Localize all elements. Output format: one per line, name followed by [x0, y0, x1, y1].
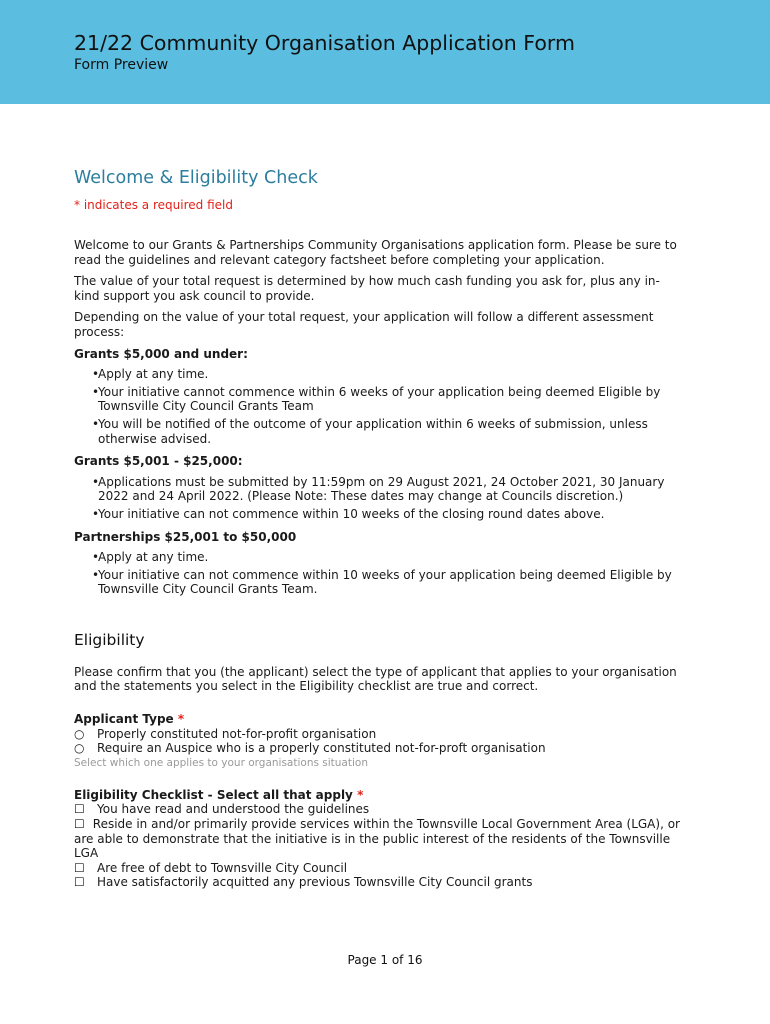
- section-heading-eligibility: Eligibility: [74, 630, 145, 649]
- checkbox-icon[interactable]: ☐: [74, 875, 85, 890]
- required-asterisk: *: [357, 787, 364, 802]
- checkbox-icon[interactable]: ☐: [74, 860, 85, 875]
- required-asterisk: *: [177, 712, 185, 727]
- option-label: You have read and understood the guidelines: [97, 802, 370, 817]
- list-item: • Apply at any time.: [74, 550, 680, 565]
- applicant-type-hint: Select which one applies to your organisations situation: [74, 756, 368, 769]
- form-header: [0, 0, 770, 104]
- grant-group-5001-25000: [74, 454, 680, 521]
- checklist-option-free-of-debt[interactable]: [74, 861, 680, 876]
- intro-paragraph: The value of your total request is determined by how much cash funding you ask for, plus any in-kind support you ask council to provide.: [74, 274, 660, 303]
- list-item: • Applications must be submitted by 11:59pm on 29 August 2021, 24 October 2021, 30 January 2022 and 24 April 2022. (Please Note: These dates may change at Councils discretion.): [74, 475, 680, 504]
- form-content: [74, 168, 680, 890]
- eligibility-checklist-label-text: Eligibility Checklist - Select all that apply: [74, 787, 353, 802]
- option-label: Are free of debt to Townsville City Council: [97, 860, 348, 875]
- option-label: Reside in and/or primarily provide services within the Townsville Local Government Area (LGA), or are able to demonstrate that the initiative is in the public interest of the residents of the Townsville LGA: [74, 817, 680, 861]
- form-subtitle: Form Preview: [74, 57, 169, 73]
- checklist-option-acquitted-grants[interactable]: [74, 875, 680, 890]
- intro-paragraph: Welcome to our Grants & Partnerships Community Organisations application form. Please be sure to read the guidelines and relevant category factsheet before completing your application.: [74, 238, 677, 267]
- checkbox-icon[interactable]: ☐: [74, 802, 85, 817]
- option-label: Have satisfactorily acquitted any previous Townsville City Council grants: [97, 875, 533, 890]
- required-field-note: * indicates a required field: [74, 198, 233, 212]
- grant-group-list: [74, 475, 680, 522]
- radio-button-icon[interactable]: ○: [74, 741, 85, 756]
- radio-button-icon[interactable]: ○: [74, 726, 85, 741]
- checklist-option-guidelines[interactable]: [74, 802, 680, 817]
- section-heading-welcome: Welcome & Eligibility Check: [74, 168, 318, 188]
- applicant-type-option-nfp[interactable]: [74, 727, 680, 742]
- applicant-type-label-text: Applicant Type: [74, 712, 174, 727]
- checklist-option-reside-lga[interactable]: [74, 817, 680, 861]
- list-item: • Your initiative can not commence within 10 weeks of the closing round dates above.: [74, 507, 680, 522]
- page-indicator: Page 1 of 16: [347, 953, 423, 967]
- applicant-type-label: [74, 712, 680, 727]
- checkbox-icon[interactable]: ☐: [74, 817, 85, 832]
- grant-group-partnerships: [74, 530, 680, 597]
- grant-group-under-5000: [74, 347, 680, 447]
- intro-paragraph: Depending on the value of your total request, your application will follow a different assessment process:: [74, 310, 654, 339]
- grant-group-title: Grants $5,001 - $25,000:: [74, 454, 243, 469]
- option-label: Require an Auspice who is a properly constituted not-for-proft organisation: [97, 741, 546, 756]
- eligibility-checklist-label: [74, 788, 680, 803]
- eligibility-intro: Please confirm that you (the applicant) select the type of applicant that applies to your organisation and the statements you select in the Eligibility checklist are true and correct.: [74, 664, 677, 694]
- list-item: • Your initiative can not commence within 10 weeks of your application being deemed Eligible by Townsville City Council Grants Team.: [74, 568, 680, 597]
- option-label: Properly constituted not-for-profit organisation: [97, 726, 377, 741]
- grant-group-title: Partnerships $25,001 to $50,000: [74, 529, 297, 544]
- list-item: • You will be notified of the outcome of your application within 6 weeks of submission, unless otherwise advised.: [74, 417, 680, 446]
- applicant-type-option-auspice[interactable]: [74, 741, 680, 756]
- form-title: 21/22 Community Organisation Application Form: [74, 31, 575, 55]
- grant-group-list: [74, 550, 680, 597]
- grant-group-title: Grants $5,000 and under:: [74, 346, 248, 361]
- list-item: • Your initiative cannot commence within 6 weeks of your application being deemed Eligible by Townsville City Council Grants Team: [74, 385, 680, 414]
- grant-group-list: [74, 367, 680, 446]
- list-item: • Apply at any time.: [74, 367, 680, 382]
